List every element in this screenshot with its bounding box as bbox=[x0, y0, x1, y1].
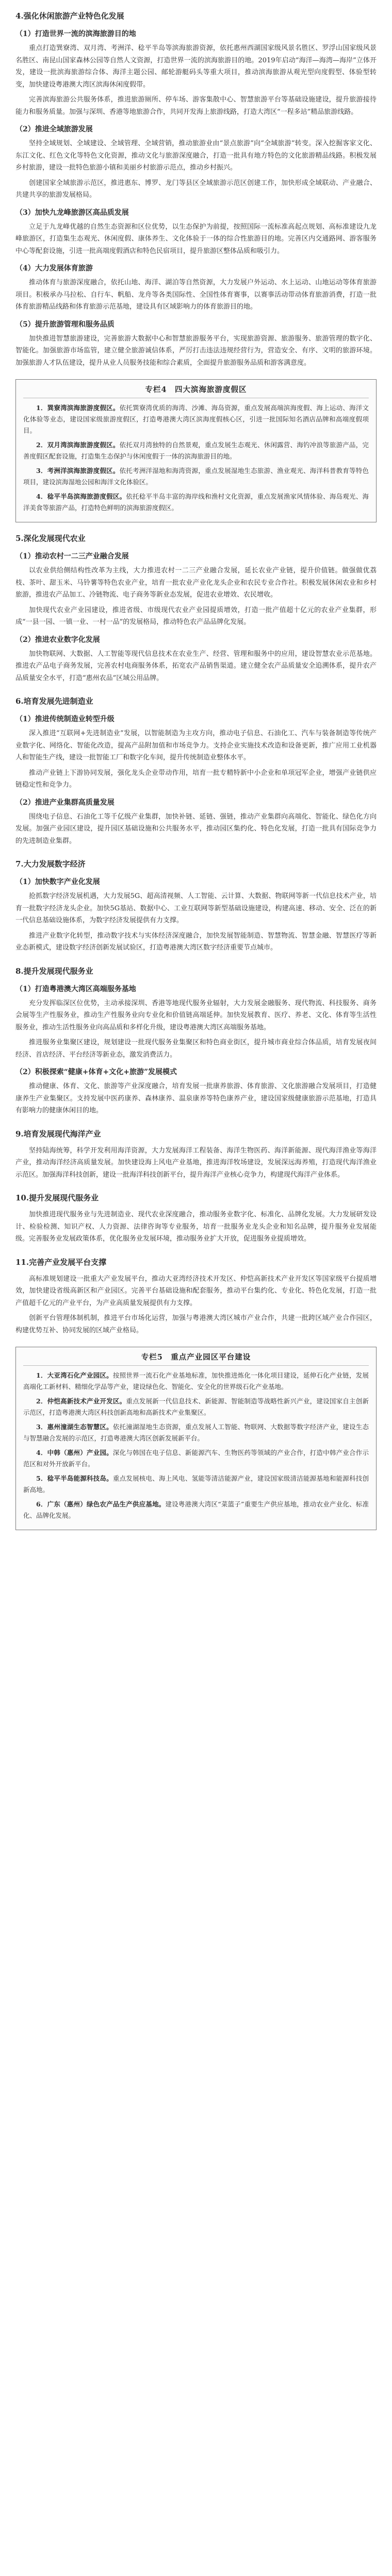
box-item bbox=[23, 402, 369, 436]
subsection-title: （2）推进农业数字化发展 bbox=[15, 635, 100, 644]
paragraph: 加快物联网、大数据、人工智能等现代信息技术在农业生产、经营、管理和服务中的应用，建设智慧农业示范基地。推进农产品电子商务发展，完善农村电商服务体系，拓宽农产品销售渠道。建立健全农产品质量安全追溯体系，提升农产品质量安全水平，打造“惠州农品”区域公用品牌。 bbox=[15, 650, 377, 682]
paragraph: 完善滨海旅游公共服务体系，推进旅游厕所、停车场、游客集散中心、智慧旅游平台等基础设施建设，提升旅游接待能力和服务质量。加强与深圳、香港等地旅游合作，共同开发海上旅游线路，打造大湾区“一程多站”精品旅游线路。 bbox=[15, 96, 377, 116]
box-item-head: 3．惠州潼湖生态智慧区。 bbox=[36, 1423, 113, 1431]
subsection-title: （3）加快九龙峰旅游区高品质发展 bbox=[15, 208, 129, 217]
box-item-text: 重点发展核电、海上风电、氢能等清洁能源产业，建设国家级清洁能源基地和能源科技创新高地。 bbox=[23, 1475, 369, 1494]
paragraph: 立足于九龙峰优越的自然生态资源和区位优势，以生态保护为前提，按照国际一流标准高起点规划、高标准建设九龙峰旅游区，打造集生态观光、休闲度假、康体养生、文化体验于一体的综合性旅游目的地。完善区内交通路网、游客服务中心等配套设施，引进一批高端度假酒店和特色民宿项目，提升旅游区整体品质和吸引力。 bbox=[15, 223, 377, 255]
paragraph: 加快推进现代服务业与先进制造业、现代农业深度融合，推动服务业数字化、标准化、品牌化发展。大力发展研发设计、检验检测、知识产权、人力资源、法律咨询等专业服务，培育一批服务业龙头企业和知名品牌，提升服务业发展能级。完善服务业发展政策体系，优化服务业发展环境，推动服务业扩大开放，促进服务业提质增效。 bbox=[15, 1211, 377, 1243]
box-item-text: 深化与韩国在电子信息、新能源汽车、生物医药等领域的产业合作，打造中韩产业合作示范区和对外开放新平台。 bbox=[23, 1449, 369, 1468]
section-title: 4.强化休闲旅游产业特色化发展 bbox=[15, 11, 124, 21]
section-9 bbox=[15, 1127, 377, 1181]
section-11 bbox=[15, 1256, 377, 1337]
box-item-text: 重点发展新一代信息技术、新能源、智能制造等战略性新兴产业，建设国家自主创新示范区，打造粤港澳大湾区科技创新高地和高新技术产业集聚区。 bbox=[23, 1397, 369, 1416]
box-item-text: 依托考洲洋湿地和海湾资源，重点发展湿地生态旅游、渔业观光、海洋科普教育等特色项目，建设滨海湿地公园和海洋文化体验区。 bbox=[23, 467, 369, 486]
box-item-head: 2．仲恺高新技术产业开发区。 bbox=[36, 1397, 126, 1405]
paragraph: 创建国家全域旅游示范区，推进惠东、博罗、龙门等县区全域旅游示范区创建工作，加快形成全域联动、产业融合、共建共享的旅游发展格局。 bbox=[15, 179, 377, 199]
paragraph: 坚持全域规划、全域建设、全域管理、全域营销，推动旅游业由“景点旅游”向“全域旅游”转变。深入挖掘客家文化、东江文化、红色文化等特色文化资源，推动文化与旅游深度融合，打造一批具有地方特色的文化旅游精品线路。积极发展乡村旅游，建设一批特色旅游小镇和美丽乡村旅游示范点，推动乡村振兴。 bbox=[15, 140, 377, 172]
feature-box-5 bbox=[15, 1347, 377, 1530]
box-item bbox=[23, 1473, 369, 1496]
paragraph: 坚持陆海统筹，科学开发利用海洋资源，大力发展海洋工程装备、海洋生物医药、海洋新能源、现代海洋渔业等海洋产业，推动海洋经济高质量发展。加快建设海上风电产业基地，推进海洋牧场建设，发展深远海养殖，打造现代海洋渔业示范区。加强海洋科技创新，建设一批海洋科技创新平台，提升海洋产业核心竞争力，构建现代海洋产业体系。 bbox=[15, 1146, 377, 1179]
paragraph: 充分发挥临深区位优势，主动承接深圳、香港等地现代服务业辐射，大力发展金融服务、现代物流、科技服务、商务会展等生产性服务业，推动生产性服务业向专业化和价值链高端延伸。加快发展教育、医疗、养老、文化、体育等生活性服务业，推动生活性服务业向高品质和多样化升级，建设粤港澳大湾区高端服务基地。 bbox=[15, 999, 377, 1031]
section-10 bbox=[15, 1191, 377, 1245]
section-title: 11.完善产业发展平台支撑 bbox=[15, 1257, 107, 1267]
subsection-title: （1）推动农村一二三产业融合发展 bbox=[15, 552, 129, 561]
subsection-title: （2）推进全域旅游发展 bbox=[15, 125, 93, 133]
section-5 bbox=[15, 532, 377, 684]
subsection-4-1 bbox=[15, 28, 377, 118]
subsection-title: （4）大力发展体育旅游 bbox=[15, 264, 93, 273]
subsection-title: （5）提升旅游管理和服务品质 bbox=[15, 320, 115, 329]
section-title: 8.提升发展现代服务业 bbox=[15, 966, 93, 976]
section-6 bbox=[15, 694, 377, 847]
box-item bbox=[23, 1396, 369, 1418]
box-item bbox=[23, 439, 369, 462]
paragraph: 以农业供给侧结构性改革为主线，大力推进农村一二三产业融合发展，延长农业产业链，提升价值链。做强做优荔枝、茶叶、甜玉米、马铃薯等特色农业产业，培育一批农业产业化龙头企业和农民专业合作社。积极发展休闲农业和乡村旅游，推进农产品加工、冷链物流、电子商务等新业态发展，促进农业增效、农民增收。 bbox=[15, 567, 377, 599]
box-title: 专栏5 重点产业园区平台建设 bbox=[23, 1351, 369, 1366]
section-title: 5.深化发展现代农业 bbox=[15, 534, 86, 543]
box-item-text: 依托稔平半岛丰富的海岸线和渔村文化资源，重点发展渔家风情体验、海岛观光、海洋美食等旅游产品，打造特色鲜明的滨海旅游度假区。 bbox=[23, 493, 369, 512]
paragraph: 推动体育与旅游深度融合，依托山地、海洋、湖泊等自然资源，大力发展户外运动、水上运动、山地运动等体育旅游项目。积极承办马拉松、自行车、帆船、龙舟等各类国际性、全国性体育赛事，以赛事活动带动体育旅游消费，打造一批体育旅游精品线路和体育旅游示范基地，建设具有区域影响力的体育旅游目的地。 bbox=[15, 279, 377, 311]
box-item-head: 1．巽寮湾滨海旅游度假区。 bbox=[36, 404, 120, 412]
subsection-4-2 bbox=[15, 123, 377, 201]
box-item-text: 依托潼湖湿地生态资源，重点发展人工智能、物联网、大数据等数字经济产业，建设生态与智慧融合发展的示范区，打造粤港澳大湾区创新发展新平台。 bbox=[23, 1423, 369, 1442]
box-item-text: 建设粤港澳大湾区“菜篮子”重要生产供应基地，推动农业产业化、标准化、品牌化发展。 bbox=[23, 1500, 369, 1519]
subsection-title: （1）打造粤港澳大湾区高端服务基地 bbox=[15, 985, 136, 993]
section-8 bbox=[15, 964, 377, 1117]
box-item bbox=[23, 1447, 369, 1470]
paragraph: 加快现代农业产业园建设，推进省级、市级现代农业产业园提质增效，打造一批产值超十亿元的农业产业集群，形成“一县一园、一镇一业、一村一品”的发展格局，推动特色农产品品牌化发展。 bbox=[15, 606, 377, 626]
feature-box-4 bbox=[15, 379, 377, 522]
paragraph: 深入推进“互联网+先进制造业”发展，以智能制造为主攻方向，推动电子信息、石油化工、汽车与装备制造等传统产业数字化、网络化、智能化改造，提高产品附加值和市场竞争力。支持企业实施技术改造和设备更新，推广应用工业机器人和智能生产线，建设一批智能工厂和数字化车间，提升传统制造业整体水平。 bbox=[15, 730, 377, 761]
subsection-title: （1）推进传统制造业转型升级 bbox=[15, 715, 115, 723]
box-item-head: 4．稔平半岛滨海旅游度假区。 bbox=[36, 493, 126, 500]
paragraph: 重点打造巽寮湾、双月湾、考洲洋、稔平半岛等滨海旅游资源，依托惠州西湖国家级风景名胜区、罗浮山国家级风景名胜区、南昆山国家森林公园等自然人文资源，打造世界一流的滨海旅游目的地。2019年启动“海洋—海湾—海岸”立体开发，建设一批滨海旅游综合体、海洋主题公园、邮轮游艇码头等重大项目，推动滨海旅游从观光型向度假型、体验型转变，加快建设粤港澳大湾区滨海休闲度假带。 bbox=[15, 44, 377, 89]
subsection-title: （2）积极探索“健康+体育+文化+旅游”发展模式 bbox=[15, 1068, 177, 1076]
paragraph: 推动健康、体育、文化、旅游等产业深度融合，培育发展一批康养旅游、体育旅游、文化旅游融合发展项目，打造健康养生产业集聚区。支持发展中医药康养、森林康养、温泉康养等特色康养产业，建设国家级健康旅游示范基地，打造具有影响力的健康休闲目的地。 bbox=[15, 1082, 377, 1114]
subsection-title: （1）打造世界一流的滨海旅游目的地 bbox=[15, 30, 136, 38]
box-item-head: 1．大亚湾石化产业园区。 bbox=[36, 1371, 113, 1379]
subsection-4-5 bbox=[15, 318, 377, 369]
section-title: 9.培育发展现代海洋产业 bbox=[15, 1129, 101, 1139]
box-item-head: 4．中韩（惠州）产业园。 bbox=[36, 1449, 113, 1456]
box-title: 专栏4 四大滨海旅游度假区 bbox=[23, 384, 369, 398]
box-item bbox=[23, 1370, 369, 1393]
section-title: 6.培育发展先进制造业 bbox=[15, 697, 93, 706]
box-item bbox=[23, 465, 369, 488]
subsection-4-3 bbox=[15, 207, 377, 258]
section-7 bbox=[15, 857, 377, 954]
box-item bbox=[23, 1421, 369, 1444]
paragraph: 围绕电子信息、石油化工等千亿级产业集群，加快补链、延链、强链，推动产业集群向高端化、智能化、绿色化方向发展。加强产业园区建设，提升园区基础设施和公共服务水平，推动园区集约化、特色化发展，打造一批具有国际竞争力的先进制造业集群。 bbox=[15, 812, 377, 845]
paragraph: 加快推进智慧旅游建设，完善旅游大数据中心和智慧旅游服务平台，实现旅游资源、旅游服务、旅游管理的数字化、智能化。加强旅游市场监管，建立健全旅游诚信体系，严厉打击违法违规经营行为，营造安全、有序、文明的旅游环境。加强旅游人才队伍建设，提升从业人员服务技能和综合素质，全面提升旅游服务品质和游客满意度。 bbox=[15, 334, 377, 367]
paragraph: 创新平台管理体制机制，推进平台市场化运营，加强与粤港澳大湾区城市产业合作，共建一批跨区域产业合作园区，构建优势互补、协同发展的区域产业格局。 bbox=[15, 1314, 377, 1334]
subsection-title: （2）推进产业集群高质量发展 bbox=[15, 798, 115, 807]
section-title: 7.大力发展数字经济 bbox=[15, 859, 86, 869]
paragraph: 推动产业链上下游协同发展，强化龙头企业带动作用，培育一批专精特新中小企业和单项冠军企业，增强产业链供应链稳定性和竞争力。 bbox=[15, 769, 377, 789]
section-4 bbox=[15, 9, 377, 369]
box-item-head: 5．稔平半岛能源科技岛。 bbox=[36, 1475, 113, 1482]
box-item-text: 依托双月湾独特的自然景观，重点发展生态观光、休闲露营、海钓冲浪等旅游产品，完善度假区配套设施，打造集生态保护与休闲度假于一体的滨海旅游目的地。 bbox=[23, 441, 369, 460]
paragraph: 高标准规划建设一批重大产业发展平台，推动大亚湾经济技术开发区、仲恺高新技术产业开发区等国家级平台提质增效，加快建设省级高新区和产业园区。完善平台基础设施和配套服务，推动平台集约化、专业化、特色化发展，打造一批产值超千亿元的产业平台，为产业高质量发展提供有力支撑。 bbox=[15, 1275, 377, 1307]
paragraph: 抢抓数字经济发展机遇，大力发展5G、超高清视频、人工智能、云计算、大数据、物联网等新一代信息技术产业，培育一批数字经济龙头企业。加快5G基站、数据中心、工业互联网等新型基础设施建设，构建高速、移动、安全、泛在的新一代信息基础设施体系，为数字经济发展提供有力支撑。 bbox=[15, 892, 377, 924]
paragraph: 推进服务业集聚区建设，规划建设一批现代服务业集聚区和特色商业街区，提升城市商业综合体品质，培育发展夜间经济、首店经济、平台经济等新业态，激发消费活力。 bbox=[15, 1039, 377, 1059]
box-item-head: 6．广东（惠州）绿色农产品生产供应基地。 bbox=[36, 1500, 166, 1508]
box-item-head: 2．双月湾滨海旅游度假区。 bbox=[36, 441, 120, 449]
box-item-text: 依托巽寮湾优质的海湾、沙滩、海岛资源，重点发展高端滨海度假、海上运动、海洋文化体验等业态，建设国家级旅游度假区，打造粤港澳大湾区滨海度假核心区，引进一批国际知名酒店品牌和高端度假项目。 bbox=[23, 404, 369, 434]
subsection-title: （1）加快数字产业化发展 bbox=[15, 878, 100, 886]
paragraph: 推进产业数字化转型，推动数字技术与实体经济深度融合，加快发展智能制造、智慧物流、智慧金融、智慧医疗等新业态新模式，建设数字经济创新发展试验区，打造粤港澳大湾区数字经济重要节点城市。 bbox=[15, 931, 377, 952]
box-item-head: 3．考洲洋滨海旅游度假区。 bbox=[36, 467, 120, 474]
section-title: 10.提升发展现代服务业 bbox=[15, 1193, 99, 1202]
box-item-text: 按照世界一流石化产业基地标准，加快推进炼化一体化项目建设，延伸石化产业链，发展高端化工新材料、精细化学品等产业，建设绿色化、智能化、安全化的世界级石化产业基地。 bbox=[23, 1371, 369, 1391]
subsection-4-4 bbox=[15, 262, 377, 313]
box-item bbox=[23, 491, 369, 514]
box-item bbox=[23, 1499, 369, 1521]
